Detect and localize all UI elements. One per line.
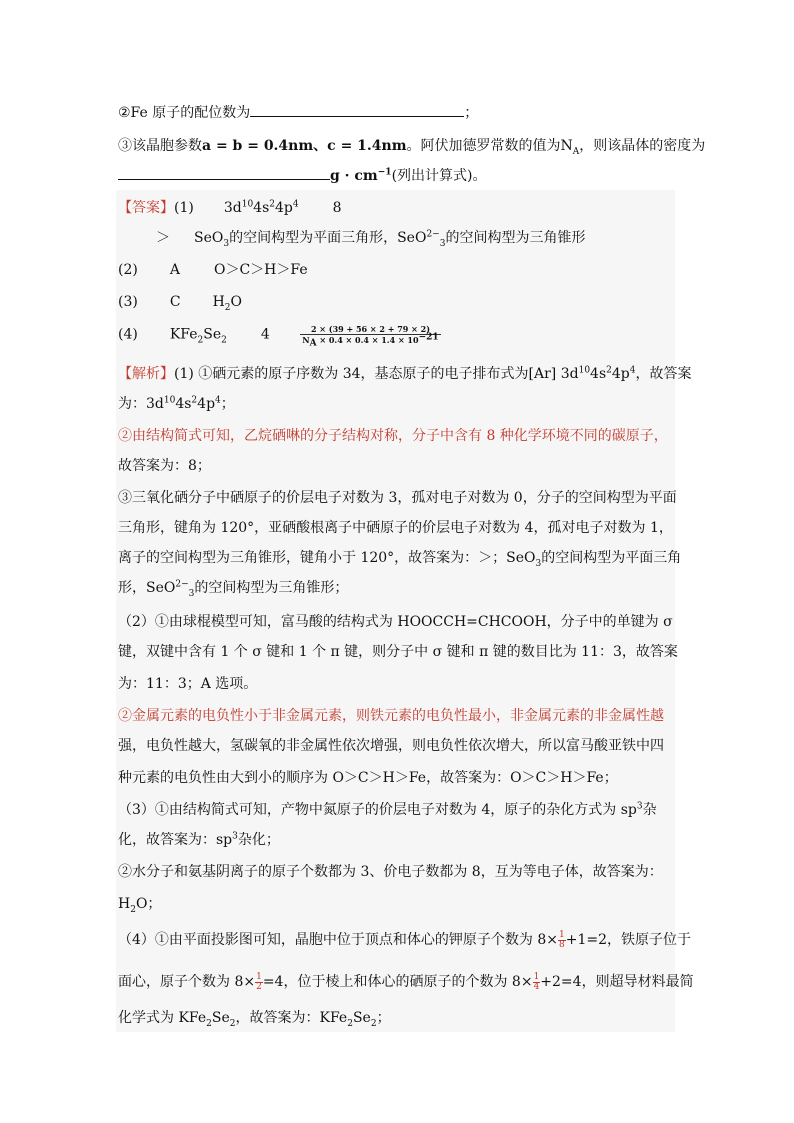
subscript: A: [309, 338, 317, 349]
fraction-denominator: [300, 332, 440, 349]
analysis-text: 化，故答案为：sp: [118, 832, 233, 848]
formula: KFe: [169, 326, 198, 343]
superscript: 2−: [426, 229, 440, 240]
analysis-line-18: [118, 894, 161, 914]
question-text: ②Fe 原子的配位数为: [118, 105, 251, 121]
fraction-denominator: 4: [533, 981, 540, 992]
formula: Se: [352, 1010, 371, 1026]
fraction-one-half: [255, 973, 263, 992]
question-line-3b: [118, 166, 487, 186]
analysis-text: 为：3d: [118, 396, 164, 412]
answer-line-2: [156, 228, 585, 248]
fraction-numerator: 2 × (39 + 56 × 2 + 79 × 2): [300, 324, 440, 335]
superscript: 2: [269, 199, 275, 210]
formula: Se: [211, 1010, 230, 1026]
subscript: 2: [130, 904, 136, 915]
superscript: 2−: [175, 579, 189, 590]
analysis-text: ；: [376, 1010, 391, 1026]
superscript: 10: [578, 365, 591, 376]
subscript: 3: [223, 238, 230, 249]
answer-text: 的空间构型为平面三角形，SeO: [229, 230, 427, 246]
analysis-text: +2=4，则超导材料最简: [540, 974, 694, 990]
question-text: 。阿伏加德罗常数的值为: [406, 138, 561, 154]
subscript: 2: [221, 335, 227, 346]
analysis-text: =4，位于棱上和体心的硒原子的个数为 8×: [262, 974, 533, 990]
analysis-line-5: ③三氧化硒分子中硒原子的价层电子对数为 3，孤对电子对数为 0，分子的空间构型为平面: [118, 490, 677, 506]
part-number: (4): [118, 326, 138, 343]
formula: Se: [203, 326, 222, 343]
analysis-text: （3）①由结构简式可知，产物中氮原子的价层电子对数为 4，原子的杂化方式为 sp: [118, 802, 637, 818]
answer-value: A: [169, 262, 180, 278]
part-number: (1): [174, 200, 194, 216]
superscript: 10: [241, 199, 254, 210]
analysis-line-14: 种元素的电负性由大到小的顺序为 O＞C＞H＞Fe，故答案为：O＞C＞H＞Fe；: [118, 770, 618, 786]
fraction-numerator: 1: [256, 971, 262, 982]
analysis-text: （4）①由平面投影图可知，晶胞中位于顶点和体心的钾原子个数为 8×: [118, 932, 558, 948]
analysis-text: O；: [135, 896, 162, 912]
question-text: ，则该晶体的密度为: [579, 138, 706, 154]
subscript: 3: [188, 588, 195, 599]
subscript: 2: [347, 1018, 353, 1029]
analysis-text: ；: [220, 396, 235, 412]
analysis-line-13: 强，电负性越大，氢碳氧的非金属性依次增强，则电负性依次增大，所以富马酸亚铁中四: [118, 738, 664, 754]
answer-value: C: [169, 294, 181, 310]
analysis-text: 形，SeO: [118, 580, 176, 596]
answer-line-3: [118, 260, 308, 280]
superscript: 4: [292, 199, 299, 210]
superscript: 3: [232, 831, 238, 842]
question-line-2: [118, 103, 478, 123]
subscript: A: [572, 146, 580, 157]
denominator-text: × 0.4 × 0.4 × 1.4 × 10: [316, 335, 419, 345]
config-part: 4s: [253, 200, 270, 216]
analysis-text: ，故答案: [635, 366, 692, 382]
subscript: 2: [206, 1018, 212, 1029]
answer-label: 【答案】: [118, 200, 174, 216]
config-part: 4p: [275, 200, 293, 216]
analysis-line-21: [118, 1008, 391, 1028]
formula: O: [230, 294, 242, 310]
subscript: 2: [197, 335, 204, 346]
analysis-text: 杂: [642, 802, 657, 818]
config-part: 4p: [197, 396, 216, 412]
part-number: (3): [118, 294, 138, 310]
analysis-text: +1=2，铁原子位于: [565, 932, 692, 948]
subscript: 3: [535, 558, 542, 569]
unit: g · cm: [330, 168, 378, 184]
fraction-denominator: 2: [256, 981, 262, 992]
analysis-line-9: （2）①由球棍模型可知，富马酸的结构式为 HOOCCH=CHCOOH，分子中的单键为 σ: [118, 614, 673, 630]
subscript: 3: [439, 238, 446, 249]
analysis-text: 离子的空间构型为三角锥形，键角小于 120°，故答案为：＞；SeO: [118, 550, 536, 566]
superscript: 2: [191, 395, 198, 406]
formula: H: [212, 294, 225, 310]
question-text: ③该晶胞参数: [118, 138, 202, 154]
fraction-numerator: 1: [559, 929, 565, 940]
analysis-text: 的空间构型为三角锥形；: [194, 580, 349, 596]
avogadro-symbol: N: [560, 138, 573, 154]
analysis-line-16: [118, 830, 280, 850]
analysis-text: 的空间构型为平面三角: [541, 550, 682, 566]
analysis-line-11: 为：11：3；A 选项。: [118, 676, 258, 692]
fraction-denominator: 8: [559, 939, 565, 950]
answer-value: O＞C＞H＞Fe: [213, 262, 308, 278]
subscript: 2: [224, 302, 231, 313]
superscript: −1: [377, 167, 392, 178]
answer-value: 4: [260, 326, 270, 343]
analysis-text: 化学式为 KFe: [118, 1010, 207, 1026]
superscript: 4: [215, 395, 221, 406]
analysis-line-3: ②由结构简式可知，乙烷硒啉的分子结构对称，分子中含有 8 种化学环境不同的碳原子，: [118, 428, 668, 444]
answer-value: ＞: [156, 230, 170, 246]
config-part: 4s: [175, 396, 192, 412]
analysis-line-12: ②金属元素的电负性小于非金属元素，则铁元素的电负性最小，非金属元素的非金属性越: [118, 708, 664, 724]
subscript: 2: [370, 1018, 377, 1029]
superscript: 3: [636, 801, 643, 812]
answer-analysis-block: [116, 190, 675, 1032]
fraction-one-eighth: [558, 931, 566, 950]
formula: SeO: [194, 230, 224, 246]
formula: H: [118, 896, 131, 912]
analysis-line-7: [118, 548, 681, 568]
analysis-line-4: 故答案为：8；: [118, 458, 211, 474]
answer-blank: [250, 116, 464, 117]
analysis-line-19: [118, 930, 691, 950]
fraction-numerator: 1: [533, 971, 540, 982]
superscript: 10: [163, 395, 176, 406]
config-part: 4p: [611, 366, 630, 382]
subscript: 2: [229, 1018, 236, 1029]
answer-line-4: [118, 292, 242, 312]
superscript: 4: [629, 365, 636, 376]
superscript: −21: [418, 332, 439, 343]
denominator-symbol: N: [302, 335, 310, 345]
cell-params: a = b = 0.4nm、c = 1.4nm: [202, 138, 407, 154]
part-number: (2): [118, 262, 138, 278]
config-part: 4s: [590, 366, 607, 382]
answer-text: 的空间构型为三角锥形: [445, 230, 586, 246]
question-line-3: [118, 136, 705, 156]
superscript: 2: [606, 365, 612, 376]
answer-line-1: [118, 198, 342, 218]
analysis-line-6: 三角形，键角为 120°，亚硒酸根离子中硒原子的价层电子对数为 4，孤对电子对数为 1，: [118, 520, 673, 536]
analysis-label: 【解析】: [118, 366, 174, 382]
density-fraction: [300, 324, 440, 349]
answer-blank: [118, 179, 330, 180]
analysis-line-15: [118, 800, 657, 820]
electron-config: 3d: [223, 200, 242, 216]
analysis-text: (1) ①硒元素的原子序数为 34，基态原子的电子排布式为[Ar] 3d: [174, 366, 579, 382]
analysis-text: 面心，原子个数为 8×: [118, 974, 256, 990]
analysis-line-8: [118, 578, 348, 598]
analysis-line-20: [118, 972, 694, 992]
analysis-line-17: ②水分子和氨基阴离子的原子个数都为 3、价电子数都为 8，互为等电子体，故答案为：: [118, 864, 663, 880]
analysis-line-1: [118, 364, 691, 384]
analysis-text: 杂化；: [237, 832, 280, 848]
analysis-line-2: [118, 394, 235, 414]
analysis-line-10: 键，双键中含有 1 个 σ 键和 1 个 π 键，则分子中 σ 键和 π 键的数目比为 11：3，故答案: [118, 644, 678, 660]
analysis-text: ，故答案为：KFe: [235, 1010, 348, 1026]
answer-value: 8: [332, 200, 342, 216]
punct: ；: [464, 105, 479, 121]
question-text: (列出计算式)。: [391, 168, 487, 184]
answer-line-5: [118, 324, 441, 349]
